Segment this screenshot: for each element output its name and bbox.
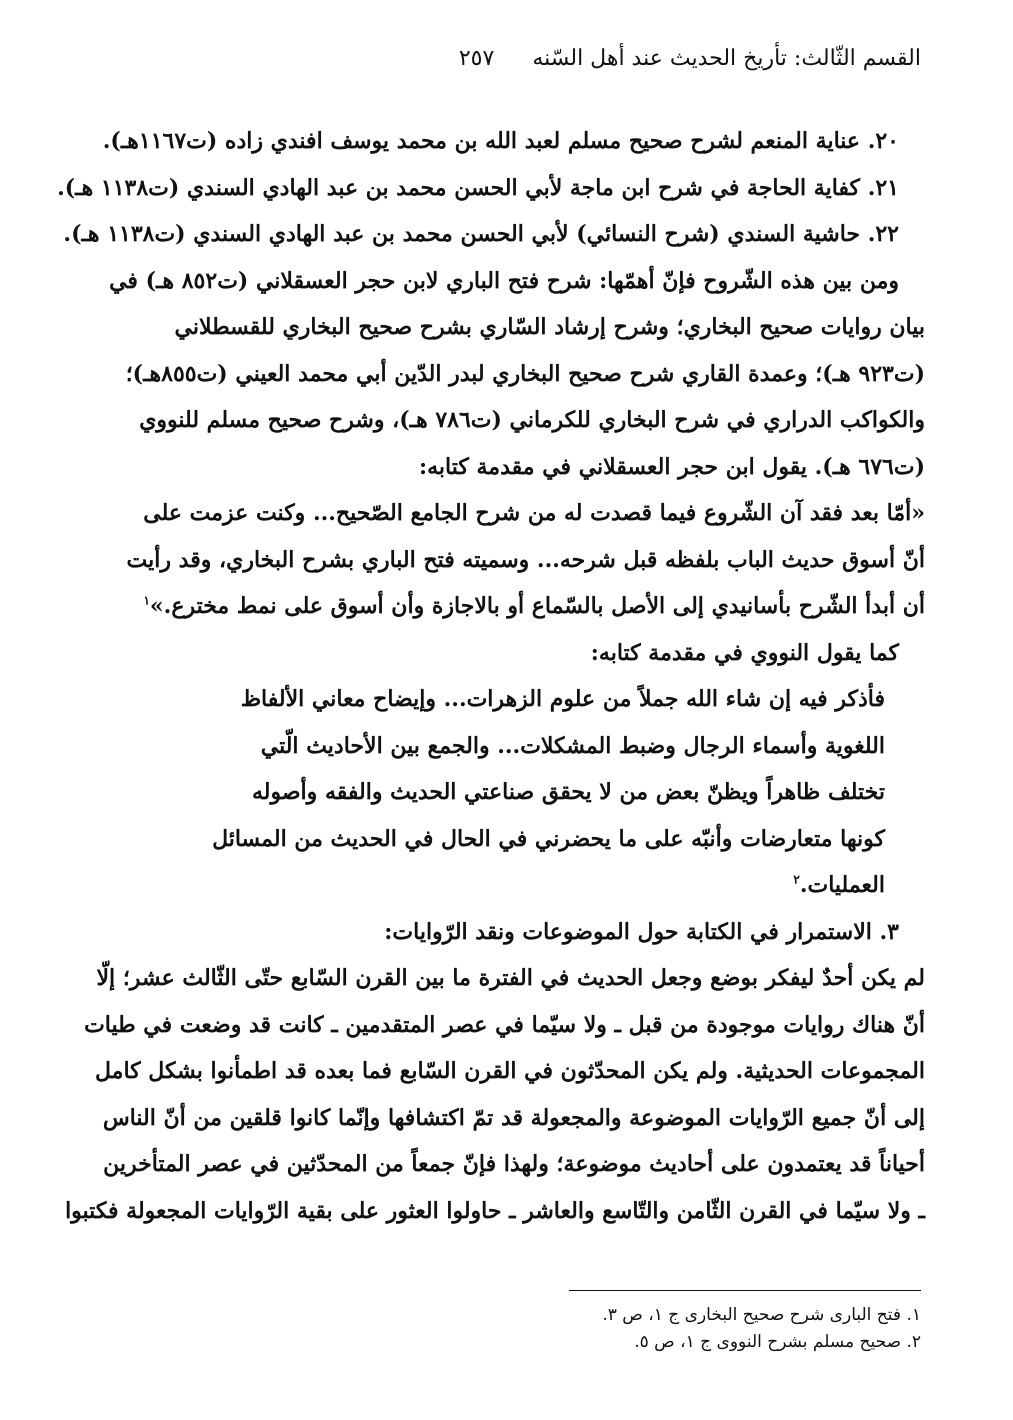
running-title: القسم الثّالث: تأريخ الحديث عند أهل السّنه (532, 45, 921, 71)
quote-line: فأذكر فيه إن شاء الله جملاً من علوم الزهرات... وإيضاح معاني الألفاظ (240, 686, 885, 712)
quote-line: كونها متعارضات وأنبّه على ما يحضرني في الحال في الحديث من المسائل (212, 825, 885, 852)
paragraph-line: إلى أنّ جميع الرّوايات الموضوعة والمجعولة قد تمّ اكتشافها وإنّما كانوا قلقين من أنّ الناس (102, 1104, 925, 1131)
quote-line: اللغوية وأسماء الرجال وضبط المشكلات... والجمع بين الأحاديث الّتي (260, 732, 885, 759)
paragraph-line: ـ ولا سيّما في القرن الثّامن والتّاسع والعاشر ـ حاولوا العثور على بقية الرّوايات المجعولة فكتبوا (65, 1197, 925, 1224)
footnote-marker: ٢ (793, 872, 800, 887)
numbered-list (57, 118, 925, 258)
paragraph-line: أحياناً قد يعتمدون على أحاديث موضوعة؛ ولهذا فإنّ جمعاً من المحدّثين في عصر المتأخرين (103, 1151, 925, 1177)
quotation-ibn-hajar (86, 490, 925, 630)
paragraph-line: (ت٩٢٣ هـ)؛ وعمدة القاري شرح صحيح البخاري لبدر الدّين أبي محمد العيني (ت٨٥٥هـ)؛ (125, 360, 925, 387)
paragraph-fabrication (65, 955, 925, 1234)
list-item: ٢١. كفاية الحاجة في شرح ابن ماجة لأبي الحسن محمد بن عبد الهادي السندي (ت١١٣٨ هـ). (57, 174, 899, 201)
list-item: ٢٢. حاشية السندي (شرح النسائي) لأبي الحسن محمد بن عبد الهادي السندي (ت١١٣٨ هـ). (63, 221, 899, 247)
footnote-marker: ١ (143, 593, 150, 608)
quote-line-text: العمليات. (799, 872, 885, 898)
footnote-divider (569, 1290, 921, 1291)
quote-line: «أمّا بعد فقد آن الشّروع فيما قصدت له من شرح الجامع الصّحيح... وكنت عزمت على (143, 500, 925, 526)
quote-line: أنّ أسوق حديث الباب بلفظه قبل شرحه... وسميته فتح الباري بشرح البخاري، وقد رأيت (126, 546, 925, 573)
footnotes (602, 1302, 921, 1356)
paragraph-line: (ت٦٧٦ هـ). يقول ابن حجر العسقلاني في مقدمة كتابه: (418, 453, 925, 480)
quote-line: تختلف ظاهراً ويظنّ بعض من لا يحقق صناعتي الحديث والفقه وأصوله (252, 779, 885, 805)
page-number: ٢٥٧ (458, 45, 495, 71)
paragraph-line: المجموعات الحديثية. ولم يكن المحدّثون في القرن السّابع فما بعده قد اطمأنوا بشكل كامل (95, 1058, 925, 1084)
footnote-item: ٢. صحيح مسلم بشرح النووى ج ١، ص ٥. (634, 1332, 921, 1352)
paragraph-line: ومن بين هذه الشّروح فإنّ أهمّها: شرح فتح الباري لابن حجر العسقلاني (ت٨٥٢ هـ) في (109, 267, 899, 294)
paragraph-line: بيان روايات صحيح البخاري؛ وشرح إرشاد السّاري بشرح صحيح البخاري للقسطلاني (174, 314, 925, 340)
nawawi-intro: كما يقول النووي في مقدمة كتابه: (590, 639, 899, 666)
body-text (57, 118, 925, 1234)
footnote-item: ١. فتح البارى شرح صحيح البخارى ج ١، ص ٣. (602, 1305, 921, 1325)
quote-line (86, 583, 925, 630)
quote-line (86, 862, 885, 909)
quote-line-text: أن أبدأ الشّرح بأسانيدي إلى الأصل بالسّماع أو بالاجازة وأن أسوق على نمط مخترع.» (149, 593, 925, 619)
page-header (92, 38, 921, 78)
paragraph-line: أنّ هناك روايات موجودة من قبل ـ ولا سيّما في عصر المتقدمين ـ كانت قد وضعت في طيات (84, 1011, 925, 1038)
paragraph-line: والكواكب الدراري في شرح البخاري للكرماني (ت٧٨٦ هـ)، وشرح صحيح مسلم للنووي (139, 407, 925, 433)
quotation-nawawi (86, 676, 925, 909)
paragraph-line: لم يكن أحدٌ ليفكر بوضع وجعل الحديث في الفترة ما بين القرن السّابع حتّى الثّالث عشر؛ إلّا (96, 965, 925, 991)
section-heading: ٣. الاستمرار في الكتابة حول الموضوعات ونقد الرّوايات: (384, 918, 899, 945)
paragraph-commentaries (86, 258, 925, 491)
list-item: ٢٠. عناية المنعم لشرح صحيح مسلم لعبد الله بن محمد يوسف افندي زاده (ت١١٦٧هـ). (102, 128, 899, 154)
